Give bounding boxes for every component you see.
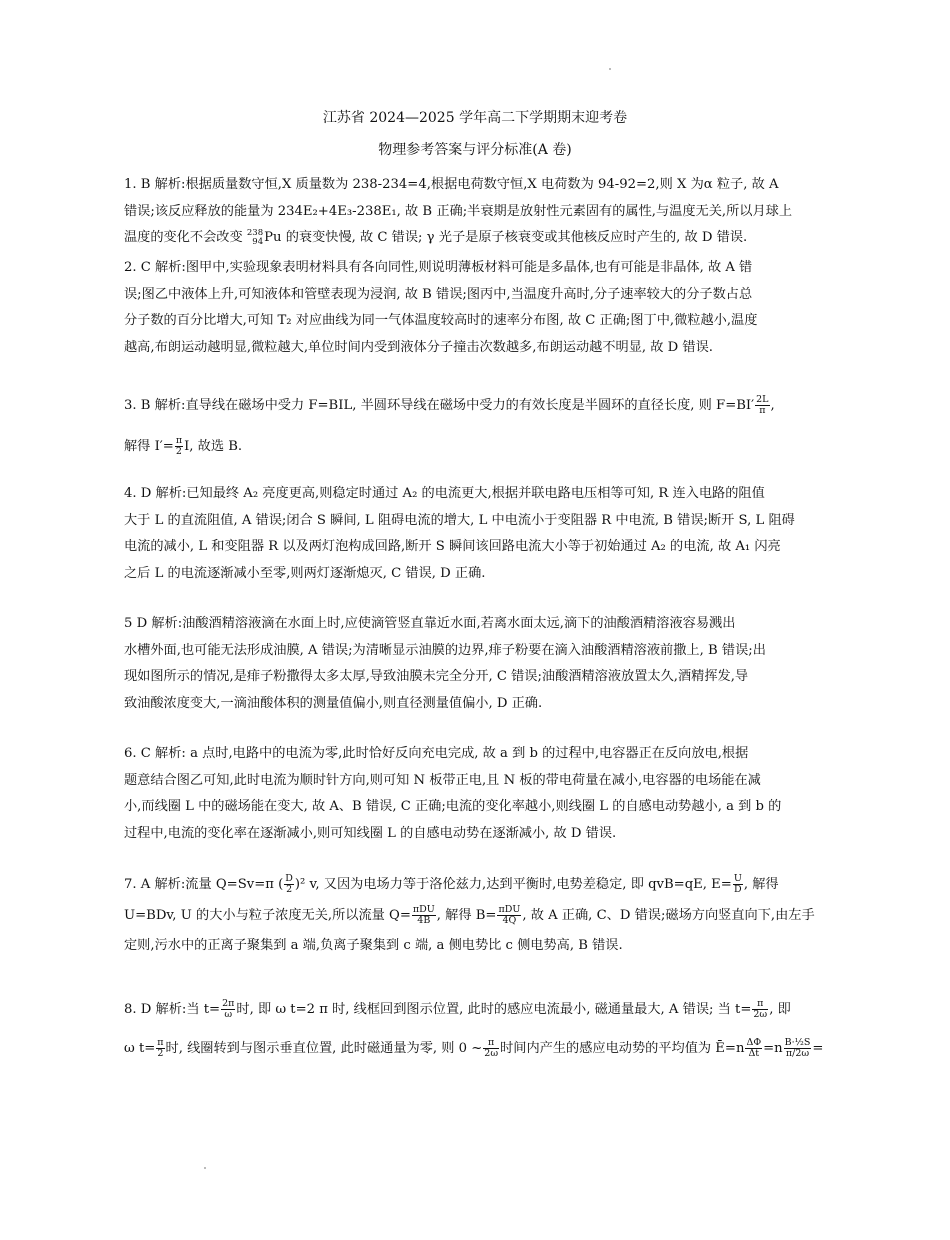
answer-2-line-2: 误;图乙中液体上升,可知液体和管壁表现为浸润, 故 B 错误;图丙中,当温度升高时,分子速率较大的分子数占总 (124, 286, 753, 302)
answer-1-line-2: 错误;该反应释放的能量为 234E₂+4E₃-238E₁, 故 B 正确;半衰期是放射性元素固有的属性,与温度无关,所以月球上 (124, 203, 793, 219)
fraction-denominator: Δt (748, 1047, 760, 1059)
fraction (752, 999, 768, 1020)
fraction-numerator: D (285, 873, 293, 884)
isotope-mass-number: 238 (246, 227, 264, 238)
fraction-numerator: π (157, 1036, 164, 1048)
fraction-denominator: 2ω (753, 1009, 768, 1020)
answer-3 (124, 393, 824, 460)
fraction-denominator: π (759, 405, 766, 416)
fraction-denominator: 2 (175, 445, 182, 457)
fraction-numerator: π (483, 1038, 499, 1049)
fraction-denominator: ω (224, 1009, 233, 1020)
fraction-numerator: U (733, 873, 742, 884)
answer-1-line-3 (124, 225, 824, 252)
answer-5-line-2: 水槽外面,也可能无法形成油膜, A 错误;为清晰显示油膜的边界,痱子粉要在滴入油酸酒精溶液前撒上, B 错误;出 (124, 642, 766, 658)
document-title: 江苏省 2024—2025 学年高二下学期期末迎考卷 (322, 110, 628, 126)
answer-8-line-1-b: 时, 即 ω t=2 π 时, 线框回到图示位置, 此时的感应电流最小, 磁通量最大, A 错误; 当 t= (236, 1002, 752, 1017)
answer-8 (124, 997, 824, 1062)
answer-8-line-2-b: 时, 线圈转到与图示垂直位置, 此时磁通量为零, 则 0 ~ (165, 1040, 483, 1056)
answer-3-line-2 (124, 434, 824, 461)
fraction-denominator: 2 (157, 1047, 164, 1059)
answer-7-line-2-c: , 故 A 正确, C、D 错误;磁场方向竖直向下,由左手 (522, 907, 815, 923)
fraction-numerator: πDU (412, 903, 435, 915)
fraction (784, 1038, 812, 1059)
scan-dot (204, 1167, 206, 1169)
answer-6-line-1: 6. C 解析: a 点时,电路中的电流为零,此时恰好反向充电完成, 故 a 到 b 的过程中,电容器正在反向放电,根据 (124, 746, 749, 761)
answer-3-line-2-b: I, 故选 B. (184, 438, 243, 454)
answer-5-line-3: 现如图所示的情况,是痱子粉撒得太多太厚,导致油膜未完全分开, C 错误;油酸酒精溶液放置太久,酒精挥发,导 (124, 669, 749, 684)
answer-1 (124, 172, 824, 252)
answer-6-line-4: 过程中,电流的变化率在逐渐减小,则可知线圈 L 的自感电动势在逐渐减小, 故 D 错误. (124, 825, 617, 841)
answer-3-line-1-a: 3. B 解析:直导线在磁场中受力 F=BIL, 半圆环导线在磁场中受力的有效长度是半圆环的直径长度, 则 F=BI′ (124, 398, 755, 413)
answer-3-line-1 (124, 393, 824, 420)
fraction (221, 999, 235, 1020)
answer-4-line-2: 大于 L 的直流阻值, A 错误;闭合 S 瞬间, L 阻碍电流的增大, L 中电流小于变阻器 R 中电流, B 错误;断开 S, L 阻碍 (124, 512, 795, 528)
isotope-notation (247, 229, 263, 247)
answer-4-line-3: 电流的减小, L 和变阻器 R 以及两灯泡构成回路,断开 S 瞬间该回路电流大小等于初始通过 A₂ 的电流, 故 A₁ 闪亮 (124, 539, 781, 554)
fraction-numerator: 2L (756, 394, 769, 405)
fraction (497, 905, 521, 926)
fraction-numerator: π (752, 999, 768, 1010)
scan-dot (609, 68, 611, 70)
fraction-numerator: B·½S (784, 1036, 811, 1048)
answer-6-line-2: 题意结合图乙可知,此时电流为顺时针方向,则可知 N 板带正电,且 N 板的带电荷量在减小,电容器的电场能在减 (124, 772, 761, 788)
answer-8-line-1-a: 8. D 解析:当 t= (124, 1002, 221, 1017)
answer-7 (124, 872, 824, 960)
answer-7-line-1-c: , 解得 (743, 877, 779, 892)
answer-8-line-2-e: = (812, 1040, 824, 1056)
answer-7-line-1-b: )² v, 又因为电场力等于洛伦兹力,达到平衡时,电势差稳定, 即 qvB=qE, E= (294, 877, 732, 892)
fraction-denominator: 2ω (484, 1047, 499, 1059)
fraction (483, 1038, 499, 1059)
answer-2 (124, 255, 824, 361)
answer-7-line-1-a: 7. A 解析:流量 Q=Sv=π ( (124, 877, 284, 892)
fraction-denominator: D (734, 884, 742, 895)
answer-2-line-1: 2. C 解析:图甲中,实验现象表明材料具有各向同性,则说明薄板材料可能是多晶体,也有可能是非晶体, 故 A 错 (124, 260, 753, 275)
answer-3-line-1-b: , (770, 398, 775, 413)
answer-7-line-1 (124, 872, 824, 899)
isotope-atomic-number: 94 (252, 236, 264, 247)
answer-4 (124, 481, 824, 587)
isotope-element: Pu (264, 230, 282, 245)
fraction (175, 436, 183, 457)
fraction (755, 395, 769, 416)
answer-7-line-2-a: U=BDv, U 的大小与粒子浓度无关,所以流量 Q= (124, 907, 411, 923)
answer-4-line-1: 4. D 解析:已知最终 A₂ 亮度更高,则稳定时通过 A₂ 的电流更大,根据并联电路电压相等可知, R 连入电路的阻值 (124, 486, 765, 501)
answer-8-line-2-c: 时间内产生的感应电动势的平均值为 Ē=n (500, 1040, 745, 1056)
fraction-denominator: 2 (286, 884, 293, 895)
answer-7-line-2-b: , 解得 B= (436, 907, 497, 923)
fraction (284, 874, 294, 895)
answer-8-line-1 (124, 997, 824, 1024)
answer-7-line-3: 定则,污水中的正离子聚集到 a 端,负离子聚集到 c 端, a 侧电势比 c 侧电势高, B 错误. (124, 938, 623, 953)
document-subtitle: 物理参考答案与评分标准(A 卷) (378, 142, 572, 158)
fraction-numerator: πDU (498, 903, 521, 915)
answer-2-line-3: 分子数的百分比增大,可知 T₂ 对应曲线为同一气体温度较高时的速率分布图, 故 C 正确;图丁中,微粒越小,温度 (124, 313, 758, 328)
answer-1-line-3-b: 的衰变快慢, 故 C 错误; γ 光子是原子核衰变或其他核反应时产生的, 故 D 错误. (281, 230, 748, 245)
answer-5-line-4: 致油酸浓度变大,一滴油酸体积的测量值偏小,则直径测量值偏小, D 正确. (124, 695, 543, 711)
answer-8-line-2-d: =n (763, 1040, 783, 1056)
answer-2-line-4: 越高,布朗运动越明显,微粒越大,单位时间内受到液体分子撞击次数越多,布朗运动越不明显, 故 D 错误. (124, 339, 713, 355)
answer-6-line-3: 小,而线圈 L 中的磁场能在变大, 故 A、B 错误, C 正确;电流的变化率越小,则线圈 L 的自感电动势越小, a 到 b 的 (124, 799, 782, 814)
answer-4-line-4: 之后 L 的电流逐渐减小至零,则两灯逐渐熄灭, C 错误, D 正确. (124, 565, 486, 581)
fraction-denominator: π/2ω (785, 1047, 810, 1059)
fraction-numerator: π (175, 434, 183, 446)
fraction-denominator: 4Q (502, 914, 517, 926)
answer-5-line-1: 5 D 解析:油酸酒精溶液滴在水面上时,应使滴管竖直靠近水面,若离水面太远,滴下的油酸酒精溶液容易溅出 (124, 616, 736, 631)
answer-8-line-2-a: ω t= (124, 1040, 156, 1056)
answer-6 (124, 741, 824, 847)
answer-8-line-2 (124, 1036, 824, 1063)
fraction (733, 874, 743, 895)
answer-3-line-2-a: 解得 I′= (124, 438, 174, 454)
answer-1-line-3-a: 温度的变化不会改变 (124, 230, 247, 245)
answer-1-line-1: 1. B 解析:根据质量数守恒,X 质量数为 238-234=4,根据电荷数守恒,X 电荷数为 94-92=2,则 X 为α 粒子, 故 A (124, 177, 779, 192)
answer-5 (124, 611, 824, 717)
fraction-numerator: ΔΦ (746, 1036, 762, 1048)
fraction (156, 1038, 164, 1059)
answer-8-line-1-c: , 即 (769, 1002, 791, 1017)
fraction-denominator: 4B (417, 914, 431, 926)
fraction (412, 905, 436, 926)
fraction (745, 1038, 762, 1059)
fraction-numerator: 2π (222, 998, 235, 1009)
answer-7-line-2 (124, 903, 824, 930)
